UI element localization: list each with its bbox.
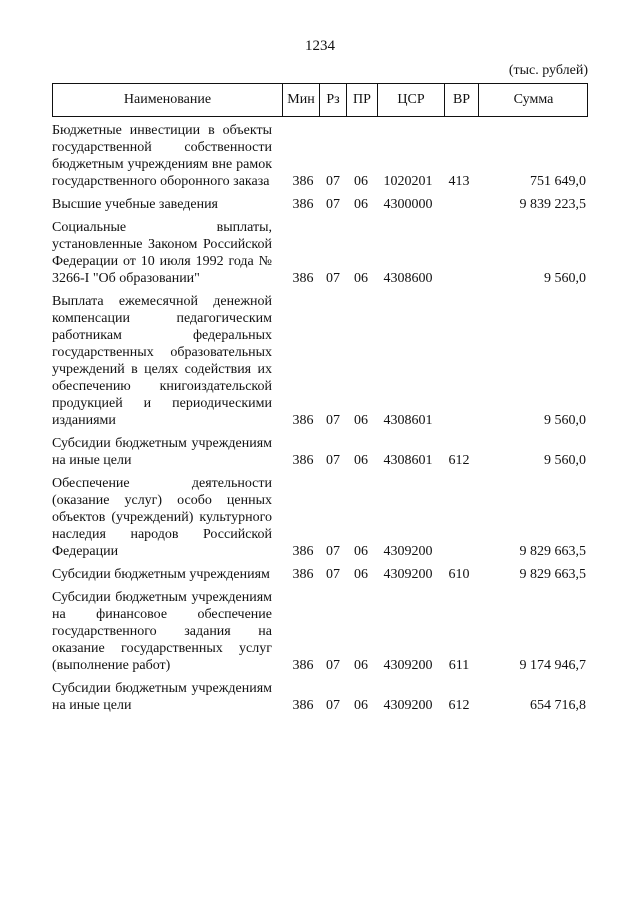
row-name: Выплата ежемесячной денежной компенсации педагогическим работникам федеральных государственных образовательных учреждений в целях содействия их обеспечению книгоиздательской продукцией и периодическими изданиями	[52, 294, 272, 428]
row-vr: 611	[448, 658, 470, 673]
table-row	[52, 589, 588, 674]
row-min: 386	[292, 658, 314, 673]
header-csr: ЦСР	[377, 84, 444, 116]
table-row	[52, 293, 588, 429]
row-min: 386	[292, 698, 314, 713]
row-pr: 06	[354, 197, 368, 212]
row-pr: 06	[354, 453, 368, 468]
row-pr: 06	[354, 658, 368, 673]
row-pr: 06	[354, 413, 368, 428]
row-name: Обеспечение деятельности (оказание услуг) особо ценных объектов (учреждений) культурного наследия народов Российской Федерации	[52, 476, 272, 559]
table-row	[52, 566, 588, 583]
row-name: Высшие учебные заведения	[52, 197, 218, 212]
row-sum: 751 649,0	[530, 174, 586, 189]
header-name: Наименование	[123, 92, 212, 107]
table-row	[52, 196, 588, 213]
row-vr: 612	[448, 453, 470, 468]
row-rz: 07	[326, 658, 340, 673]
row-sum: 9 560,0	[544, 453, 586, 468]
row-sum: 9 829 663,5	[519, 544, 586, 559]
table-row	[52, 122, 588, 190]
row-min: 386	[292, 271, 314, 286]
row-pr: 06	[354, 271, 368, 286]
row-name: Субсидии бюджетным учреждениям на иные цели	[52, 436, 272, 468]
table-row	[52, 680, 588, 714]
row-csr: 4309200	[383, 698, 433, 713]
row-min: 386	[292, 197, 314, 212]
row-csr: 4309200	[383, 544, 433, 559]
row-rz: 07	[326, 544, 340, 559]
row-vr: 612	[448, 698, 470, 713]
row-sum: 654 716,8	[530, 698, 586, 713]
row-sum: 9 174 946,7	[519, 658, 586, 673]
row-min: 386	[292, 174, 314, 189]
table-row	[52, 219, 588, 287]
header-rz: Рз	[319, 84, 346, 116]
row-csr: 4308601	[383, 453, 433, 468]
header-vr: ВР	[444, 84, 478, 116]
row-csr: 4308601	[383, 413, 433, 428]
row-csr: 4309200	[383, 567, 433, 582]
table-row	[52, 435, 588, 469]
row-name: Бюджетные инвестиции в объекты государственной собственности бюджетным учреждениям вне рамок государственного оборонного заказа	[52, 123, 272, 189]
row-vr: 610	[448, 567, 470, 582]
row-rz: 07	[326, 271, 340, 286]
row-csr: 1020201	[383, 174, 433, 189]
row-rz: 07	[326, 567, 340, 582]
table-body	[52, 122, 588, 720]
row-sum: 9 829 663,5	[519, 567, 586, 582]
row-csr: 4300000	[383, 197, 433, 212]
row-pr: 06	[354, 698, 368, 713]
row-name: Субсидии бюджетным учреждениям на иные цели	[52, 681, 272, 713]
row-rz: 07	[326, 698, 340, 713]
row-name: Субсидии бюджетным учреждениям на финансовое обеспечение государственного задания на оказание государственных услуг (выполнение работ)	[52, 590, 272, 673]
row-rz: 07	[326, 197, 340, 212]
row-pr: 06	[354, 567, 368, 582]
row-rz: 07	[326, 453, 340, 468]
table-header	[52, 83, 588, 117]
row-csr: 4308600	[383, 271, 433, 286]
row-vr: 413	[448, 174, 470, 189]
row-rz: 07	[326, 174, 340, 189]
row-pr: 06	[354, 544, 368, 559]
row-sum: 9 839 223,5	[519, 197, 586, 212]
row-sum: 9 560,0	[544, 413, 586, 428]
row-sum: 9 560,0	[544, 271, 586, 286]
row-min: 386	[292, 567, 314, 582]
row-pr: 06	[354, 174, 368, 189]
header-pr: ПР	[346, 84, 377, 116]
row-min: 386	[292, 544, 314, 559]
page-number: 1234	[305, 38, 335, 54]
units-note: (тыс. рублей)	[508, 63, 588, 78]
table-row	[52, 475, 588, 560]
header-min: Мин	[282, 84, 319, 116]
row-csr: 4309200	[383, 658, 433, 673]
row-name: Социальные выплаты, установленные Законом Российской Федерации от 10 июля 1992 года № 3266-I "Об образовании"	[52, 220, 272, 286]
row-rz: 07	[326, 413, 340, 428]
row-name: Субсидии бюджетным учреждениям	[52, 567, 270, 582]
row-min: 386	[292, 413, 314, 428]
header-sum: Сумма	[478, 84, 588, 116]
row-min: 386	[292, 453, 314, 468]
